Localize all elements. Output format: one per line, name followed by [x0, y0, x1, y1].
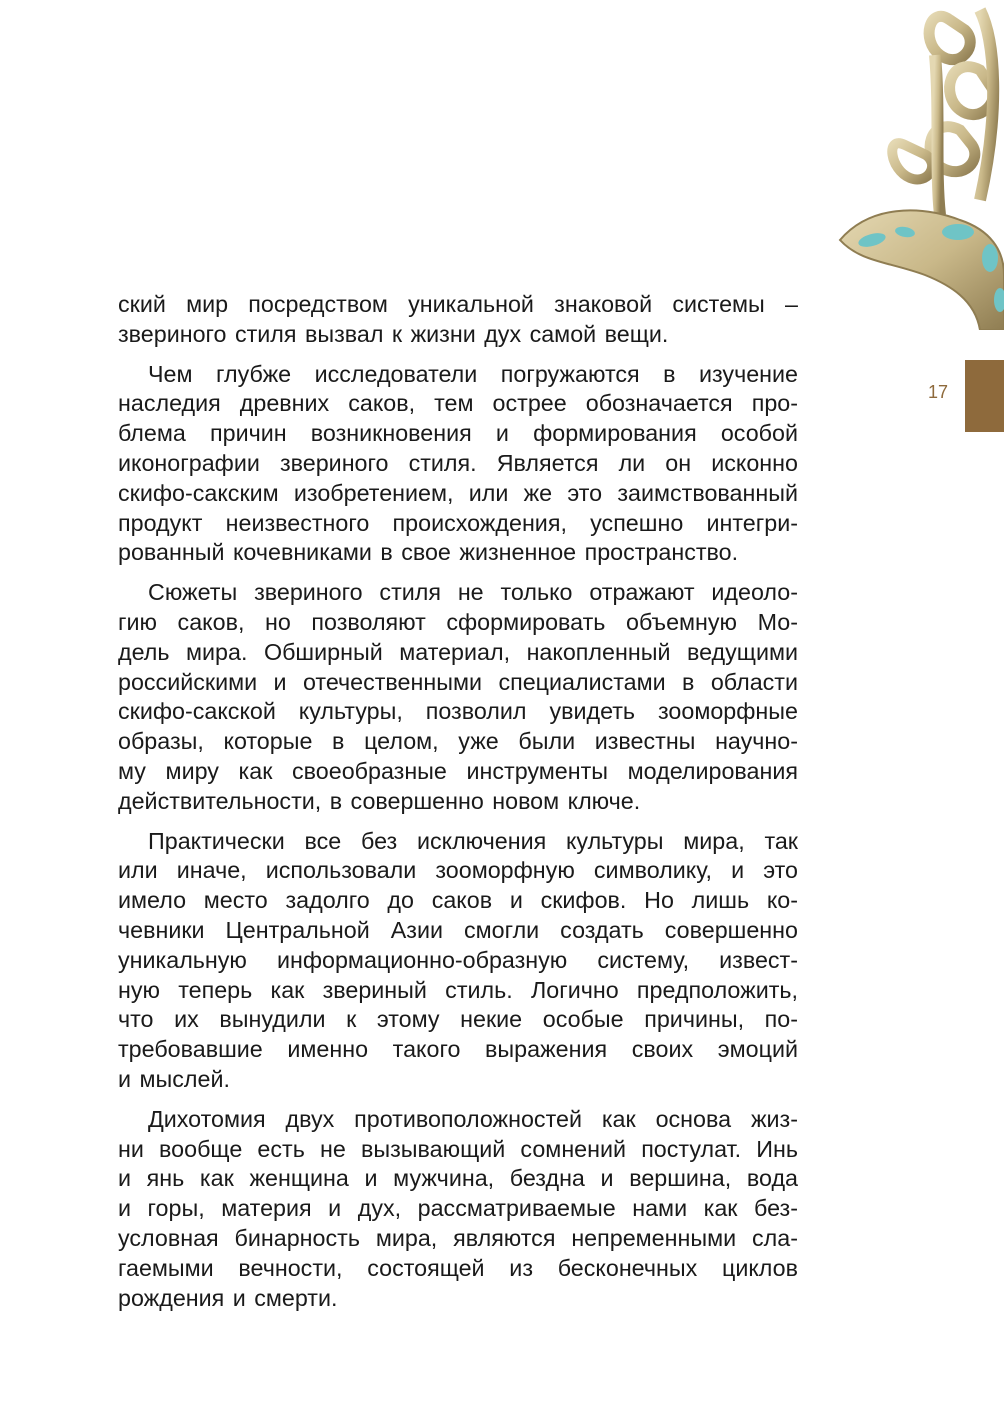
text-line: гию саков, но позволяют сформировать объемную Мо- — [118, 608, 798, 635]
text-line: чевники Центральной Азии смогли создать совершенно — [118, 916, 798, 943]
text-line: Сюжеты звериного стиля не только отражают идеоло- — [148, 579, 798, 606]
paragraph-3 — [118, 578, 798, 816]
paragraph-5 — [118, 1105, 798, 1314]
text-line: звериного стиля вызвал к жизни дух самой вещи. — [118, 320, 669, 347]
text-line: образы, которые в целом, уже были известны научно- — [118, 728, 798, 755]
text-line: имело место задолго до саков и скифов. Но лишь ко- — [118, 887, 798, 914]
gold-deer-antler-ornament-icon — [830, 0, 1004, 330]
text-line: Дихотомия двух противоположностей как основа жиз- — [148, 1105, 798, 1132]
paragraph-2 — [118, 360, 798, 569]
text-line: российскими и отечественными специалистами в области — [118, 668, 798, 695]
text-line: рождения и смерти. — [118, 1284, 338, 1311]
text-line: скифо-сакской культуры, позволил увидеть зооморфные — [118, 698, 798, 725]
body-text — [118, 290, 798, 1323]
text-line: скифо-сакским изобретением, или же это заимствованный — [118, 479, 798, 506]
text-line: гаемыми вечности, состоящей из бесконечных циклов — [118, 1254, 798, 1281]
text-line: и горы, материя и дух, рассматриваемые нами как без- — [118, 1195, 798, 1222]
text-line: продукт неизвестного происхождения, успешно интегри- — [118, 509, 798, 536]
text-line: или иначе, использовали зооморфную символику, и это — [118, 857, 798, 884]
text-line: Чем глубже исследователи погружаются в изучение — [148, 360, 798, 387]
text-line: ную теперь как звериный стиль. Логично предположить, — [118, 976, 798, 1003]
text-line: блема причин возникновения и формирования особой — [118, 420, 798, 447]
text-line: условная бинарность мира, являются непременными сла- — [118, 1224, 798, 1251]
text-line: ский мир посредством уникальной знаковой системы – — [118, 291, 798, 317]
text-line: рованный кочевниками в свое жизненное пространство. — [118, 539, 739, 566]
text-line: что их вынудили к этому некие особые причины, по- — [118, 1006, 798, 1033]
text-line: и янь как женщина и мужчина, бездна и вершина, вода — [118, 1165, 798, 1192]
text-line: му миру как своеобразные инструменты моделирования — [118, 757, 798, 784]
page-number: 17 — [927, 382, 949, 402]
text-line: наследия древних саков, тем острее обозначается про- — [118, 390, 798, 417]
text-line: требовавшие именно такого выражения своих эмоций — [118, 1036, 798, 1063]
text-line: уникальную информационно-образную систему, извест- — [118, 946, 798, 973]
page-edge-tab — [965, 360, 1004, 432]
text-line: иконографии звериного стиля. Является ли он исконно — [118, 449, 798, 476]
text-line: Практически все без исключения культуры мира, так — [148, 827, 798, 854]
text-line: и мыслей. — [118, 1065, 230, 1092]
text-line: действительности, в совершенно новом ключе. — [118, 787, 641, 814]
paragraph-1 — [118, 290, 798, 350]
text-line: ни вообще есть не вызывающий сомнений постулат. Инь — [118, 1135, 798, 1162]
paragraph-4 — [118, 827, 798, 1095]
text-line: дель мира. Обширный материал, накопленный ведущими — [118, 638, 798, 665]
